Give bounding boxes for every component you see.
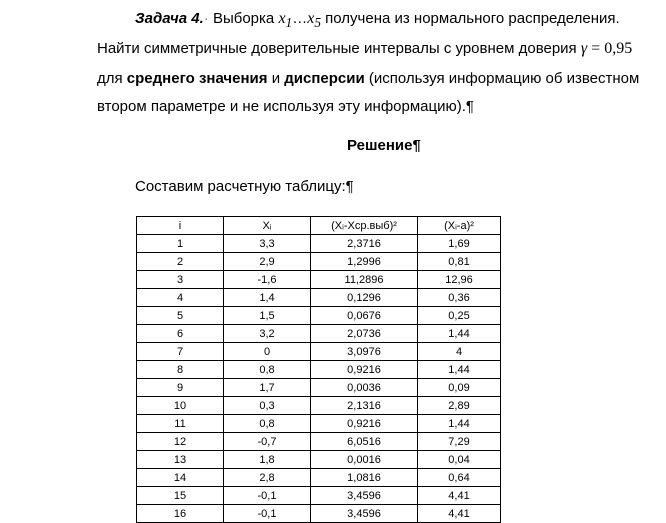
table-cell: 0,64 — [418, 469, 501, 487]
table-cell: 0,3 — [224, 397, 311, 415]
table-cell: 1,7 — [224, 379, 311, 397]
table-cell: 1,44 — [418, 325, 501, 343]
table-cell: 1,44 — [418, 361, 501, 379]
anchor-mark: · — [203, 10, 209, 27]
table-cell: 1,4 — [224, 289, 311, 307]
table-cell: 11 — [137, 415, 224, 433]
table-cell: 7,29 — [418, 433, 501, 451]
bold-mean: среднего значения — [126, 70, 268, 87]
table-row — [137, 433, 501, 451]
table-cell: 3,2 — [224, 325, 311, 343]
solution-heading: Решение¶ — [347, 137, 421, 154]
table-row — [137, 235, 501, 253]
table-cell: 0,0016 — [311, 451, 418, 469]
table-cell: 13 — [137, 451, 224, 469]
table-cell: 2,3716 — [311, 235, 418, 253]
task-text-b: получена из нормального распределения. — [321, 10, 620, 27]
table-cell: 0,25 — [418, 307, 501, 325]
table-cell: 0,81 — [418, 253, 501, 271]
col-header-xi: Xᵢ — [224, 217, 311, 235]
table-row — [137, 361, 501, 379]
table-row — [137, 451, 501, 469]
col-header-sq-dev-mean: (Xᵢ-Xср.выб)² — [311, 217, 418, 235]
table-cell: 2,9 — [224, 253, 311, 271]
table-cell: 0,8 — [224, 415, 311, 433]
table-cell: 1,69 — [418, 235, 501, 253]
table-row — [137, 397, 501, 415]
table-cell: 2,0736 — [311, 325, 418, 343]
table-row — [137, 271, 501, 289]
table-cell: 2,8 — [224, 469, 311, 487]
calc-table — [136, 216, 501, 523]
table-cell: 1 — [137, 235, 224, 253]
table-row — [137, 325, 501, 343]
intro-text: Составим расчетную таблицу:¶ — [135, 178, 354, 195]
task-line-3-b: (используя информацию об известном — [364, 70, 640, 87]
math-x1: $x_1$ — [278, 10, 293, 31]
table-cell: -0,1 — [224, 487, 311, 505]
task-line-2 — [97, 40, 632, 58]
table-row — [137, 289, 501, 307]
table-row — [137, 487, 501, 505]
table-cell: 8 — [137, 361, 224, 379]
table-cell: 3 — [137, 271, 224, 289]
table-cell: 4,41 — [418, 487, 501, 505]
col-header-i: i — [137, 217, 224, 235]
table-cell: 9 — [137, 379, 224, 397]
table-cell: 2,89 — [418, 397, 501, 415]
math-gamma: γ — [580, 40, 588, 57]
table-cell: 0,0676 — [311, 307, 418, 325]
table-cell: 11,2896 — [311, 271, 418, 289]
task-line-2-text: Найти симметричные доверительные интервалы с уровнем доверия — [97, 40, 581, 57]
table-cell: 1,0816 — [311, 469, 418, 487]
table-cell: 16 — [137, 505, 224, 523]
table-row — [137, 415, 501, 433]
table-cell: 5 — [137, 307, 224, 325]
math-gamma-value: = 0,95 — [587, 40, 633, 57]
table-cell: 0,0036 — [311, 379, 418, 397]
table-cell: 4 — [418, 343, 501, 361]
table-cell: 2,1316 — [311, 397, 418, 415]
math-x5: $x_5$ — [307, 10, 321, 31]
table-cell: 10 — [137, 397, 224, 415]
table-cell: 3,0976 — [311, 343, 418, 361]
task-line-4: втором параметре и не используя эту информацию).¶ — [97, 98, 474, 115]
bold-variance: дисперсии — [284, 70, 365, 87]
table-cell: 15 — [137, 487, 224, 505]
task-line-3-a: для — [97, 70, 127, 87]
table-cell: 3,4596 — [311, 505, 418, 523]
col-header-sq-dev-a: (Xᵢ-a)² — [418, 217, 501, 235]
table-cell: 2 — [137, 253, 224, 271]
table-cell: 0,1296 — [311, 289, 418, 307]
table-cell: 12 — [137, 433, 224, 451]
table-cell: 3,3 — [224, 235, 311, 253]
table-cell: 0,09 — [418, 379, 501, 397]
table-row — [137, 253, 501, 271]
table-cell: 14 — [137, 469, 224, 487]
table-cell: 4,41 — [418, 505, 501, 523]
table-cell: 1,44 — [418, 415, 501, 433]
table-cell: 6 — [137, 325, 224, 343]
table-cell: 1,2996 — [311, 253, 418, 271]
task-label: Задача 4. — [135, 10, 204, 27]
table-cell: 6,0516 — [311, 433, 418, 451]
table-cell: 12,96 — [418, 271, 501, 289]
task-text-a: Выборка — [208, 10, 279, 27]
table-cell: 0,9216 — [311, 415, 418, 433]
table-row — [137, 343, 501, 361]
table-cell: 3,4596 — [311, 487, 418, 505]
table-cell: 7 — [137, 343, 224, 361]
task-line-3 — [97, 70, 639, 87]
table-cell: 0,04 — [418, 451, 501, 469]
table-cell: 0,36 — [418, 289, 501, 307]
table-cell: 0 — [224, 343, 311, 361]
table-row — [137, 469, 501, 487]
table-row — [137, 379, 501, 397]
table-cell: -0,7 — [224, 433, 311, 451]
table-header-row — [137, 217, 501, 235]
table-cell: 0,9216 — [311, 361, 418, 379]
table-cell: 4 — [137, 289, 224, 307]
table-row — [137, 307, 501, 325]
table-cell: 0,8 — [224, 361, 311, 379]
table-cell: 1,5 — [224, 307, 311, 325]
table-cell: 1,8 — [224, 451, 311, 469]
ellipsis: … — [292, 10, 308, 27]
table-cell: -0,1 — [224, 505, 311, 523]
task-line-3-mid: и — [267, 70, 285, 87]
table-cell: -1,6 — [224, 271, 311, 289]
task-line-1 — [135, 10, 620, 31]
